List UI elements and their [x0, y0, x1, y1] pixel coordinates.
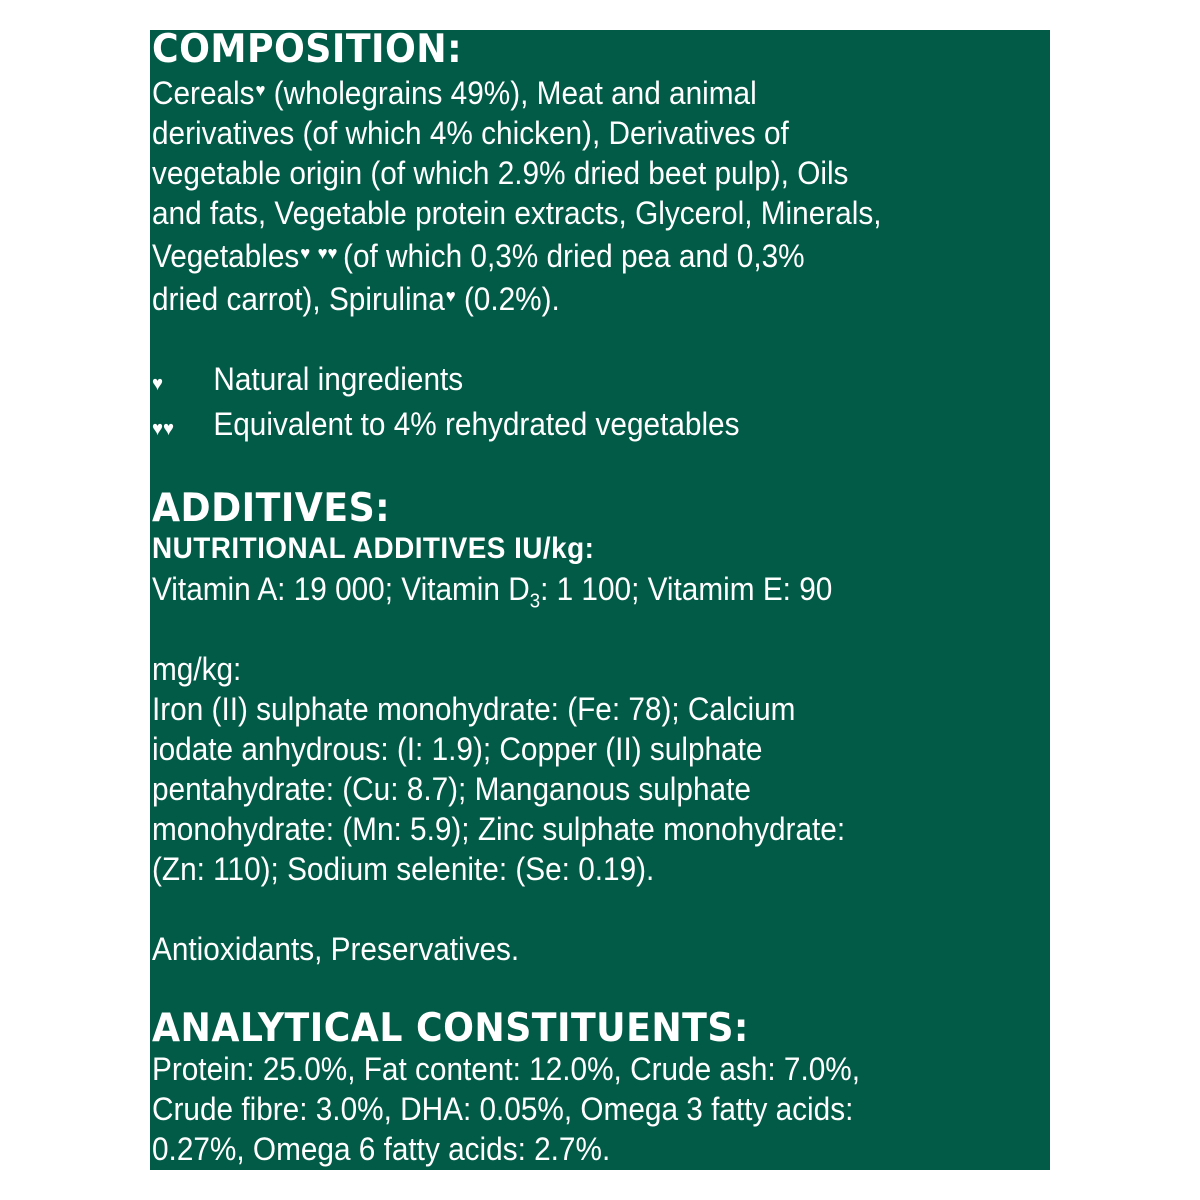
ingredients-text [152, 30, 987, 1169]
legend-item [152, 359, 987, 404]
composition-text: (of which 0,3% dried pea and 0,3% [343, 238, 805, 274]
heart-icon: ♥ [152, 373, 164, 395]
composition-line: vegetable origin (of which 2.9% dried beet pulp), Oils [152, 155, 849, 191]
minerals-line: iodate anhydrous: (I: 1.9); Copper (II) sulphate [152, 731, 763, 767]
spacer [152, 969, 987, 1009]
heart-icon: ♥ [300, 243, 311, 263]
double-heart-icon: ♥♥ [152, 418, 175, 440]
vitamins-text: : 1 100; Vitamim E: 90 [540, 571, 833, 607]
composition-line [152, 70, 987, 113]
analytical-line: 0.27%, Omega 6 fatty acids: 2.7%. [152, 1131, 611, 1167]
legend-item [152, 404, 987, 449]
legend-text: Equivalent to 4% rehydrated vegetables [213, 406, 740, 442]
composition-text: (0.2%). [455, 281, 560, 317]
analytical-line: Crude fibre: 3.0%, DHA: 0.05%, Omega 3 fatty acids: [152, 1091, 854, 1127]
composition-line [152, 276, 987, 319]
minerals-line: monohydrate: (Mn: 5.9); Zinc sulphate monohydrate: [152, 811, 846, 847]
composition-text: Cereals [152, 75, 255, 111]
heart-icon: ♥ [255, 80, 266, 100]
antioxidants-line: Antioxidants, Preservatives. [152, 931, 520, 967]
analytical-line: Protein: 25.0%, Fat content: 12.0%, Crude ash: 7.0%, [152, 1051, 861, 1087]
vitamin-subscript: 3 [529, 590, 541, 613]
nutritional-additives-heading: NUTRITIONAL ADDITIVES IU/kg: [152, 532, 595, 565]
composition-text: (wholegrains 49%), Meat and animal [265, 75, 757, 111]
spacer [152, 609, 987, 649]
double-heart-icon: ♥♥ [317, 243, 338, 263]
composition-text: Vegetables [152, 238, 300, 274]
minerals-line: Iron (II) sulphate monohydrate: (Fe: 78); Calcium [152, 691, 796, 727]
composition-heading: COMPOSITION: [152, 30, 463, 72]
heart-icon: ♥ [445, 286, 456, 306]
composition-text: dried carrot), Spirulina [152, 281, 445, 317]
vitamins-text: Vitamin A: 19 000; Vitamin D [152, 571, 530, 607]
ingredients-panel [150, 30, 1050, 1170]
legend-text: Natural ingredients [213, 361, 464, 397]
spacer [152, 449, 987, 489]
composition-line: and fats, Vegetable protein extracts, Glycerol, Minerals, [152, 195, 882, 231]
minerals-line: (Zn: 110); Sodium selenite: (Se: 0.19). [152, 851, 655, 887]
spacer [152, 319, 987, 359]
minerals-line: pentahydrate: (Cu: 8.7); Manganous sulphate [152, 771, 751, 807]
additives-heading: ADDITIVES: [152, 486, 391, 531]
vitamins-line [152, 569, 987, 613]
spacer [152, 889, 987, 929]
analytical-heading: ANALYTICAL CONSTITUENTS: [152, 1006, 749, 1051]
composition-line: derivatives (of which 4% chicken), Derivatives of [152, 115, 789, 151]
composition-line [152, 233, 987, 276]
mgkg-label: mg/kg: [152, 651, 242, 687]
